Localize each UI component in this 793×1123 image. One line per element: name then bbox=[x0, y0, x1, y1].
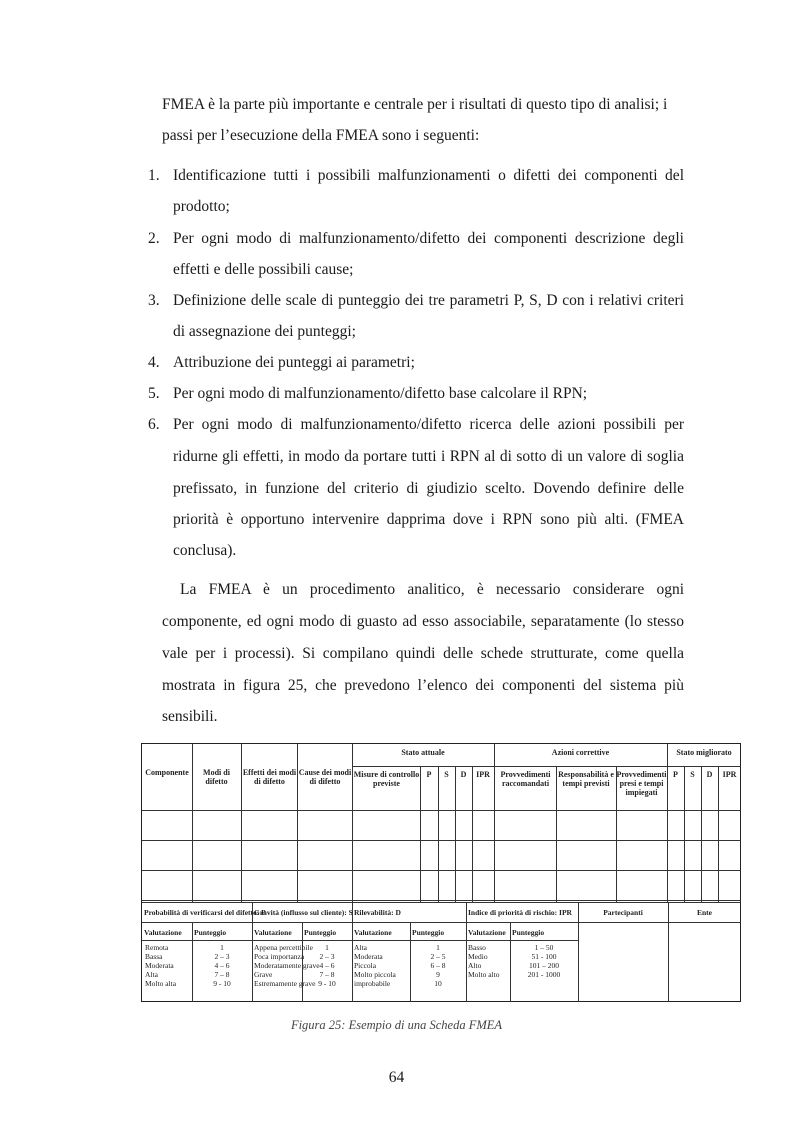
grid-line bbox=[701, 766, 702, 902]
step-text: Per ogni modo di malfunzionamento/difetto dei componenti descrizione degli bbox=[173, 230, 684, 247]
grid-line bbox=[352, 766, 741, 767]
subhead-punteggio: Punteggio bbox=[512, 928, 545, 937]
step-text: di assegnazione dei punteggi; bbox=[173, 323, 356, 340]
grid-line bbox=[455, 766, 456, 902]
fmea-table bbox=[141, 743, 741, 1002]
step-text: Identificazione tutti i possibili malfunzionamenti o difetti dei componenti del bbox=[173, 167, 684, 184]
grid-line bbox=[352, 744, 353, 902]
step-number: 2. bbox=[148, 230, 160, 247]
ril-score: 10 bbox=[434, 979, 442, 988]
prob-label: Molto alta bbox=[145, 979, 177, 988]
ind-score: 51 - 100 bbox=[531, 952, 557, 961]
ind-score: 101 – 200 bbox=[529, 961, 559, 970]
grid-line bbox=[494, 744, 495, 902]
header-stato-migliorato: Stato migliorato bbox=[676, 748, 732, 757]
grid-line bbox=[142, 900, 741, 901]
header-d-migliorato: D bbox=[706, 770, 713, 779]
grid-line bbox=[142, 940, 578, 941]
ril-score: 1 bbox=[436, 943, 440, 952]
ril-score: 2 – 5 bbox=[430, 952, 446, 961]
header-stato-attuale: Stato attuale bbox=[401, 748, 445, 757]
grid-line bbox=[142, 870, 741, 871]
prob-score: 2 – 3 bbox=[214, 952, 230, 961]
header-p: P bbox=[426, 770, 432, 779]
step-text: prodotto; bbox=[173, 198, 230, 215]
prob-label: Bassa bbox=[145, 952, 163, 961]
page-number: 64 bbox=[388, 1069, 405, 1086]
step-number: 6. bbox=[148, 416, 160, 433]
subhead-valutazione: Valutazione bbox=[144, 928, 182, 937]
step-text: Definizione delle scale di punteggio dei tre parametri P, S, D con i relativi criteri bbox=[173, 292, 684, 309]
grav-score: 9 - 10 bbox=[318, 979, 336, 988]
header-misure-controllo: Misure di controllo previste bbox=[353, 770, 420, 788]
intro-line-2: passi per l’esecuzione della FMEA sono i seguenti: bbox=[162, 127, 480, 144]
grav-label: Appena percettibile bbox=[254, 943, 313, 952]
step-number: 4. bbox=[148, 354, 160, 371]
ril-label: Moderata bbox=[354, 952, 383, 961]
grid-line bbox=[352, 902, 353, 1002]
header-responsabilita: Responsabilità e tempi previsti bbox=[558, 770, 614, 788]
grav-label: Estremamente grave bbox=[254, 979, 316, 988]
figure-caption: Figura 25: Esempio di una Scheda FMEA bbox=[290, 1018, 503, 1032]
ril-label: Piccola bbox=[354, 961, 377, 970]
grav-score: 1 bbox=[325, 943, 329, 952]
ind-label: Medio bbox=[468, 952, 488, 961]
grid-line bbox=[252, 902, 253, 1002]
ril-score: 6 – 8 bbox=[430, 961, 446, 970]
step-text: Per ogni modo di malfunzionamento/difetto base calcolare il RPN; bbox=[173, 385, 588, 402]
prob-label: Moderata bbox=[145, 961, 174, 970]
prob-score: 1 bbox=[220, 943, 224, 952]
intro-line-1: FMEA è la parte più importante e centrale per i risultati di questo tipo di analisi; i bbox=[162, 96, 668, 113]
grav-score: 7 – 8 bbox=[319, 970, 335, 979]
title-indice-priorita: Indice di priorità di rischio: IPR bbox=[468, 908, 572, 917]
prob-score: 7 – 8 bbox=[214, 970, 230, 979]
header-componente: Componente bbox=[145, 768, 189, 777]
subhead-punteggio: Punteggio bbox=[194, 928, 227, 937]
grav-score: 2 – 3 bbox=[319, 952, 335, 961]
header-cause: Cause dei modi di difetto bbox=[298, 768, 352, 786]
subhead-valutazione: Valutazione bbox=[254, 928, 292, 937]
header-provv-raccomandati: Provvedimenti raccomandati bbox=[500, 770, 551, 788]
ind-label: Molto alto bbox=[468, 970, 500, 979]
grid-line bbox=[668, 902, 669, 1002]
header-s: S bbox=[444, 770, 449, 779]
para2-line: componente, ed ogni modo di guasto ad esso associabile, separatamente (lo stesso bbox=[162, 613, 684, 630]
subhead-punteggio: Punteggio bbox=[412, 928, 445, 937]
grid-line bbox=[142, 902, 741, 903]
grid-line bbox=[718, 766, 719, 902]
grid-line bbox=[684, 766, 685, 902]
para2-line: La FMEA è un procedimento analitico, è necessario considerare ogni bbox=[180, 581, 684, 598]
grav-label: Poca importanza bbox=[254, 952, 305, 961]
step-number: 1. bbox=[148, 167, 160, 184]
subhead-valutazione: Valutazione bbox=[468, 928, 506, 937]
grav-label: Moderatamente grave bbox=[254, 961, 320, 970]
header-provv-presi: Provvedimenti presi e tempi impiegati bbox=[616, 770, 667, 797]
step-text: conclusa). bbox=[173, 542, 237, 559]
para2-line: mostrata in figura 25, che prevedono l’elenco dei componenti del sistema più bbox=[162, 677, 684, 694]
grid-line bbox=[142, 810, 741, 811]
ind-label: Alto bbox=[468, 961, 482, 970]
subhead-valutazione: Valutazione bbox=[354, 928, 392, 937]
header-modi-difetto: Modi di difetto bbox=[203, 768, 230, 786]
grid-line bbox=[472, 766, 473, 902]
para2-line: sensibili. bbox=[162, 708, 218, 725]
step-text: prefissato, in funzione del criterio di giudizio scelto. Dovendo definire delle bbox=[173, 480, 684, 497]
title-probabilita: Probabilità di verificarsi del difetto: P bbox=[144, 908, 266, 917]
header-d: D bbox=[460, 770, 467, 779]
header-p-migliorato: P bbox=[673, 770, 678, 779]
ind-label: Basso bbox=[468, 943, 486, 952]
header-effetti: Effetti dei modi di difetto bbox=[242, 768, 297, 786]
header-ipr: IPR bbox=[476, 770, 490, 779]
subhead-punteggio: Punteggio bbox=[304, 928, 337, 937]
para2-line: vale per i processi). Si compilano quindi delle schede strutturate, come quella bbox=[162, 645, 684, 662]
step-text: effetti e delle possibili cause; bbox=[173, 261, 354, 278]
grid-line bbox=[142, 922, 741, 923]
grid-line bbox=[667, 744, 668, 902]
grid-line bbox=[420, 766, 421, 902]
header-azioni-correttive: Azioni correttive bbox=[551, 748, 610, 757]
step-number: 5. bbox=[148, 385, 160, 402]
step-text: ridurne gli effetti, in modo da portare tutti i RPN al di sotto di un valore di soglia bbox=[173, 448, 684, 465]
title-gravita: Gravità (influsso sul cliente): S bbox=[254, 908, 353, 917]
step-text: priorità è opportuno intervenire dapprima dove i RPN sono più alti. (FMEA bbox=[173, 511, 684, 528]
header-s-migliorato: S bbox=[690, 770, 695, 779]
grid-line bbox=[578, 902, 579, 1002]
ril-label: Alta bbox=[354, 943, 367, 952]
grav-score: 4 – 6 bbox=[319, 961, 335, 970]
prob-label: Alta bbox=[145, 970, 158, 979]
ril-label: Molto piccola bbox=[354, 970, 396, 979]
ril-score: 9 bbox=[436, 970, 440, 979]
ind-score: 201 - 1000 bbox=[527, 970, 561, 979]
ril-label: improbabile bbox=[354, 979, 391, 988]
title-partecipanti: Partecipanti bbox=[603, 908, 643, 917]
ind-score: 1 – 50 bbox=[534, 943, 554, 952]
step-text: Attribuzione dei punteggi ai parametri; bbox=[173, 354, 415, 371]
grid-line bbox=[438, 766, 439, 902]
title-rilevabilita: Rilevabilità: D bbox=[354, 908, 401, 917]
step-text: Per ogni modo di malfunzionamento/difetto ricerca delle azioni possibili per bbox=[173, 416, 684, 433]
grid-line bbox=[466, 902, 467, 1002]
prob-label: Remota bbox=[145, 943, 169, 952]
title-ente: Ente bbox=[697, 908, 712, 917]
grid-line bbox=[142, 840, 741, 841]
step-number: 3. bbox=[148, 292, 160, 309]
prob-score: 4 – 6 bbox=[214, 961, 230, 970]
prob-score: 9 - 10 bbox=[213, 979, 231, 988]
grav-label: Grave bbox=[254, 970, 273, 979]
header-ipr-migliorato: IPR bbox=[722, 770, 737, 779]
